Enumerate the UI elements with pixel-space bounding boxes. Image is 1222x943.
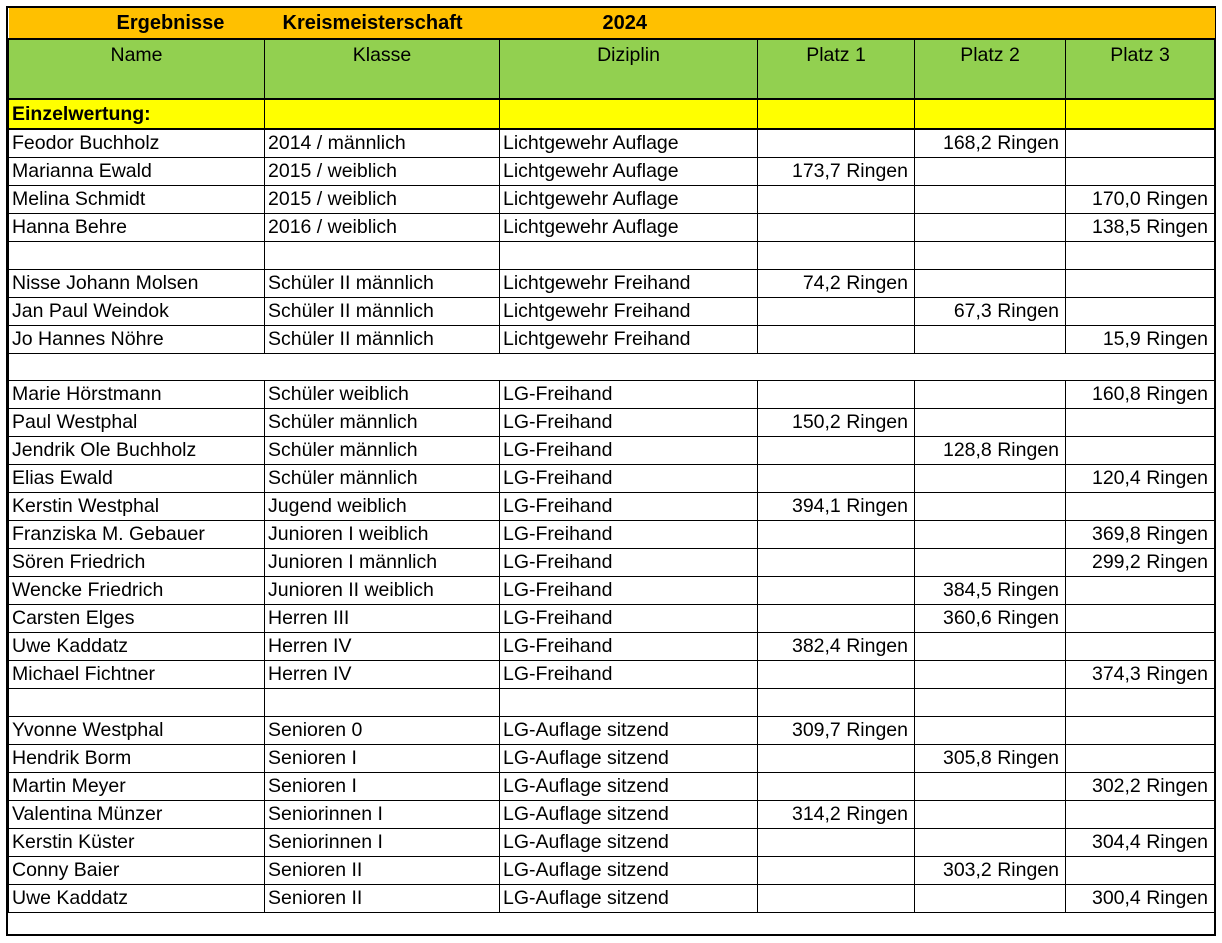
- blank-cell: [500, 689, 758, 717]
- cell-platz-3: [1066, 158, 1215, 186]
- table-row: [9, 885, 1215, 913]
- cell-name: Marie Hörstmann: [9, 381, 265, 409]
- cell-name: Wencke Friedrich: [9, 577, 265, 605]
- cell-name: Sören Friedrich: [9, 549, 265, 577]
- cell-klasse: Herren IV: [265, 661, 500, 689]
- cell-klasse: Senioren I: [265, 773, 500, 801]
- section-cell: [1066, 99, 1215, 129]
- cell-disziplin: LG-Freihand: [500, 409, 758, 437]
- header-disziplin: Diziplin: [500, 39, 758, 99]
- cell-platz-1: [758, 549, 915, 577]
- blank-cell: [265, 242, 500, 270]
- title-row: [9, 8, 1215, 39]
- blank-cell: [9, 353, 1215, 381]
- cell-platz-3: [1066, 493, 1215, 521]
- cell-platz-1: [758, 577, 915, 605]
- cell-platz-1: 314,2 Ringen: [758, 801, 915, 829]
- cell-name: Kerstin Westphal: [9, 493, 265, 521]
- section-cell: [500, 99, 758, 129]
- cell-disziplin: LG-Auflage sitzend: [500, 717, 758, 745]
- cell-klasse: Senioren 0: [265, 717, 500, 745]
- cell-klasse: Senioren I: [265, 745, 500, 773]
- header-platz-3: Platz 3: [1066, 39, 1215, 99]
- cell-name: Hendrik Borm: [9, 745, 265, 773]
- cell-platz-2: 360,6 Ringen: [915, 605, 1066, 633]
- cell-name: Kerstin Küster: [9, 829, 265, 857]
- cell-platz-1: 150,2 Ringen: [758, 409, 915, 437]
- cell-platz-3: [1066, 745, 1215, 773]
- cell-disziplin: Lichtgewehr Freihand: [500, 325, 758, 353]
- blank-cell: [265, 689, 500, 717]
- cell-platz-3: [1066, 129, 1215, 158]
- cell-platz-3: [1066, 605, 1215, 633]
- table-row: [9, 158, 1215, 186]
- cell-platz-2: 384,5 Ringen: [915, 577, 1066, 605]
- cell-name: Jendrik Ole Buchholz: [9, 437, 265, 465]
- cell-platz-2: 67,3 Ringen: [915, 297, 1066, 325]
- table-row: [9, 717, 1215, 745]
- title-part2: Kreismeisterschaft: [282, 12, 463, 34]
- cell-disziplin: LG-Freihand: [500, 549, 758, 577]
- cell-platz-1: [758, 885, 915, 913]
- title-cell: [9, 8, 1215, 39]
- cell-platz-1: [758, 465, 915, 493]
- cell-name: Michael Fichtner: [9, 661, 265, 689]
- cell-platz-1: [758, 521, 915, 549]
- title-year: 2024: [602, 12, 647, 34]
- cell-platz-2: [915, 381, 1066, 409]
- cell-platz-2: [915, 269, 1066, 297]
- table-row: [9, 297, 1215, 325]
- cell-disziplin: LG-Auflage sitzend: [500, 857, 758, 885]
- cell-disziplin: LG-Freihand: [500, 661, 758, 689]
- section-cell: [915, 99, 1066, 129]
- cell-platz-3: 160,8 Ringen: [1066, 381, 1215, 409]
- table-row: [9, 633, 1215, 661]
- cell-platz-1: [758, 381, 915, 409]
- results-sheet: [6, 6, 1216, 936]
- cell-name: Melina Schmidt: [9, 186, 265, 214]
- blank-cell: [758, 242, 915, 270]
- cell-platz-1: [758, 186, 915, 214]
- cell-disziplin: LG-Auflage sitzend: [500, 829, 758, 857]
- blank-cell: [915, 242, 1066, 270]
- cell-disziplin: LG-Freihand: [500, 521, 758, 549]
- blank-cell: [758, 689, 915, 717]
- cell-platz-3: [1066, 577, 1215, 605]
- cell-platz-2: [915, 465, 1066, 493]
- cell-platz-1: 309,7 Ringen: [758, 717, 915, 745]
- blank-cell: [9, 689, 265, 717]
- cell-klasse: Junioren I weiblich: [265, 521, 500, 549]
- table-row: [9, 325, 1215, 353]
- cell-disziplin: Lichtgewehr Auflage: [500, 158, 758, 186]
- cell-platz-1: [758, 325, 915, 353]
- table-row: [9, 409, 1215, 437]
- cell-platz-2: [915, 493, 1066, 521]
- table-row: [9, 521, 1215, 549]
- cell-platz-2: [915, 409, 1066, 437]
- cell-disziplin: LG-Auflage sitzend: [500, 773, 758, 801]
- cell-disziplin: LG-Freihand: [500, 437, 758, 465]
- cell-platz-3: [1066, 297, 1215, 325]
- cell-platz-1: [758, 745, 915, 773]
- cell-klasse: 2016 / weiblich: [265, 214, 500, 242]
- cell-name: Martin Meyer: [9, 773, 265, 801]
- cell-platz-1: [758, 129, 915, 158]
- cell-platz-2: [915, 885, 1066, 913]
- section-row: [9, 99, 1215, 129]
- cell-platz-3: 302,2 Ringen: [1066, 773, 1215, 801]
- cell-klasse: Schüler männlich: [265, 437, 500, 465]
- cell-disziplin: LG-Freihand: [500, 605, 758, 633]
- cell-platz-1: [758, 773, 915, 801]
- title-part1: Ergebnisse: [116, 12, 225, 34]
- table-row: [9, 186, 1215, 214]
- cell-klasse: Schüler männlich: [265, 465, 500, 493]
- results-table: [8, 8, 1215, 913]
- table-row: [9, 269, 1215, 297]
- cell-klasse: Junioren II weiblich: [265, 577, 500, 605]
- cell-platz-3: 15,9 Ringen: [1066, 325, 1215, 353]
- cell-platz-1: [758, 437, 915, 465]
- cell-klasse: Seniorinnen I: [265, 801, 500, 829]
- cell-platz-3: 369,8 Ringen: [1066, 521, 1215, 549]
- section-cell: [265, 99, 500, 129]
- header-row: [9, 39, 1215, 99]
- cell-name: Nisse Johann Molsen: [9, 269, 265, 297]
- table-row: [9, 577, 1215, 605]
- blank-row: [9, 242, 1215, 270]
- blank-row: [9, 689, 1215, 717]
- cell-platz-2: [915, 801, 1066, 829]
- cell-klasse: Schüler II männlich: [265, 325, 500, 353]
- table-row: [9, 129, 1215, 158]
- table-row: [9, 661, 1215, 689]
- cell-klasse: Schüler weiblich: [265, 381, 500, 409]
- cell-name: Jan Paul Weindok: [9, 297, 265, 325]
- header-klasse: Klasse: [265, 39, 500, 99]
- cell-name: Hanna Behre: [9, 214, 265, 242]
- section-cell: [758, 99, 915, 129]
- cell-platz-1: [758, 661, 915, 689]
- table-row: [9, 493, 1215, 521]
- table-row: [9, 549, 1215, 577]
- cell-platz-2: [915, 661, 1066, 689]
- blank-cell: [1066, 242, 1215, 270]
- cell-name: Uwe Kaddatz: [9, 885, 265, 913]
- cell-platz-3: [1066, 857, 1215, 885]
- cell-platz-3: 374,3 Ringen: [1066, 661, 1215, 689]
- cell-platz-2: [915, 829, 1066, 857]
- cell-name: Paul Westphal: [9, 409, 265, 437]
- cell-disziplin: LG-Freihand: [500, 577, 758, 605]
- table-row: [9, 437, 1215, 465]
- cell-klasse: Seniorinnen I: [265, 829, 500, 857]
- cell-klasse: Jugend weiblich: [265, 493, 500, 521]
- cell-platz-1: [758, 605, 915, 633]
- cell-platz-1: 394,1 Ringen: [758, 493, 915, 521]
- cell-platz-3: [1066, 717, 1215, 745]
- cell-disziplin: LG-Freihand: [500, 465, 758, 493]
- cell-platz-1: [758, 214, 915, 242]
- cell-disziplin: Lichtgewehr Freihand: [500, 297, 758, 325]
- table-row: [9, 214, 1215, 242]
- cell-klasse: 2015 / weiblich: [265, 158, 500, 186]
- cell-platz-3: 170,0 Ringen: [1066, 186, 1215, 214]
- table-row: [9, 773, 1215, 801]
- cell-disziplin: LG-Auflage sitzend: [500, 885, 758, 913]
- cell-name: Valentina Münzer: [9, 801, 265, 829]
- cell-platz-2: [915, 158, 1066, 186]
- cell-klasse: Schüler männlich: [265, 409, 500, 437]
- cell-platz-3: 138,5 Ringen: [1066, 214, 1215, 242]
- table-row: [9, 829, 1215, 857]
- blank-row: [9, 353, 1215, 381]
- cell-klasse: 2015 / weiblich: [265, 186, 500, 214]
- cell-disziplin: LG-Freihand: [500, 493, 758, 521]
- cell-platz-1: 173,7 Ringen: [758, 158, 915, 186]
- cell-platz-2: [915, 186, 1066, 214]
- cell-platz-1: 74,2 Ringen: [758, 269, 915, 297]
- blank-cell: [915, 689, 1066, 717]
- cell-platz-1: [758, 829, 915, 857]
- cell-platz-2: [915, 521, 1066, 549]
- cell-platz-3: [1066, 633, 1215, 661]
- cell-klasse: Schüler II männlich: [265, 269, 500, 297]
- cell-name: Marianna Ewald: [9, 158, 265, 186]
- cell-platz-3: 299,2 Ringen: [1066, 549, 1215, 577]
- cell-platz-2: [915, 549, 1066, 577]
- blank-cell: [9, 242, 265, 270]
- cell-klasse: Senioren II: [265, 885, 500, 913]
- cell-platz-3: 304,4 Ringen: [1066, 829, 1215, 857]
- cell-platz-2: 128,8 Ringen: [915, 437, 1066, 465]
- cell-disziplin: LG-Auflage sitzend: [500, 801, 758, 829]
- cell-klasse: Senioren II: [265, 857, 500, 885]
- cell-platz-3: 120,4 Ringen: [1066, 465, 1215, 493]
- cell-platz-2: [915, 773, 1066, 801]
- section-label: Einzelwertung:: [9, 99, 265, 129]
- cell-name: Yvonne Westphal: [9, 717, 265, 745]
- cell-platz-2: [915, 717, 1066, 745]
- cell-platz-2: [915, 214, 1066, 242]
- cell-platz-2: 168,2 Ringen: [915, 129, 1066, 158]
- cell-disziplin: Lichtgewehr Auflage: [500, 129, 758, 158]
- blank-cell: [1066, 689, 1215, 717]
- cell-disziplin: LG-Freihand: [500, 381, 758, 409]
- cell-platz-2: 305,8 Ringen: [915, 745, 1066, 773]
- header-name: Name: [9, 39, 265, 99]
- cell-klasse: Herren III: [265, 605, 500, 633]
- cell-platz-3: [1066, 437, 1215, 465]
- table-row: [9, 801, 1215, 829]
- cell-disziplin: Lichtgewehr Auflage: [500, 186, 758, 214]
- cell-name: Uwe Kaddatz: [9, 633, 265, 661]
- cell-platz-3: [1066, 409, 1215, 437]
- cell-name: Feodor Buchholz: [9, 129, 265, 158]
- cell-platz-1: [758, 297, 915, 325]
- cell-name: Carsten Elges: [9, 605, 265, 633]
- cell-platz-2: 303,2 Ringen: [915, 857, 1066, 885]
- cell-name: Elias Ewald: [9, 465, 265, 493]
- table-row: [9, 605, 1215, 633]
- cell-disziplin: LG-Auflage sitzend: [500, 745, 758, 773]
- cell-disziplin: Lichtgewehr Freihand: [500, 269, 758, 297]
- cell-klasse: 2014 / männlich: [265, 129, 500, 158]
- cell-platz-1: [758, 857, 915, 885]
- cell-klasse: Junioren I männlich: [265, 549, 500, 577]
- cell-disziplin: LG-Freihand: [500, 633, 758, 661]
- cell-platz-1: 382,4 Ringen: [758, 633, 915, 661]
- table-row: [9, 745, 1215, 773]
- cell-klasse: Schüler II männlich: [265, 297, 500, 325]
- blank-cell: [500, 242, 758, 270]
- cell-platz-3: 300,4 Ringen: [1066, 885, 1215, 913]
- table-row: [9, 381, 1215, 409]
- cell-platz-3: [1066, 801, 1215, 829]
- table-row: [9, 857, 1215, 885]
- cell-klasse: Herren IV: [265, 633, 500, 661]
- header-platz-2: Platz 2: [915, 39, 1066, 99]
- cell-name: Jo Hannes Nöhre: [9, 325, 265, 353]
- cell-platz-3: [1066, 269, 1215, 297]
- header-platz-1: Platz 1: [758, 39, 915, 99]
- cell-disziplin: Lichtgewehr Auflage: [500, 214, 758, 242]
- table-row: [9, 465, 1215, 493]
- cell-platz-2: [915, 633, 1066, 661]
- cell-platz-2: [915, 325, 1066, 353]
- cell-name: Conny Baier: [9, 857, 265, 885]
- cell-name: Franziska M. Gebauer: [9, 521, 265, 549]
